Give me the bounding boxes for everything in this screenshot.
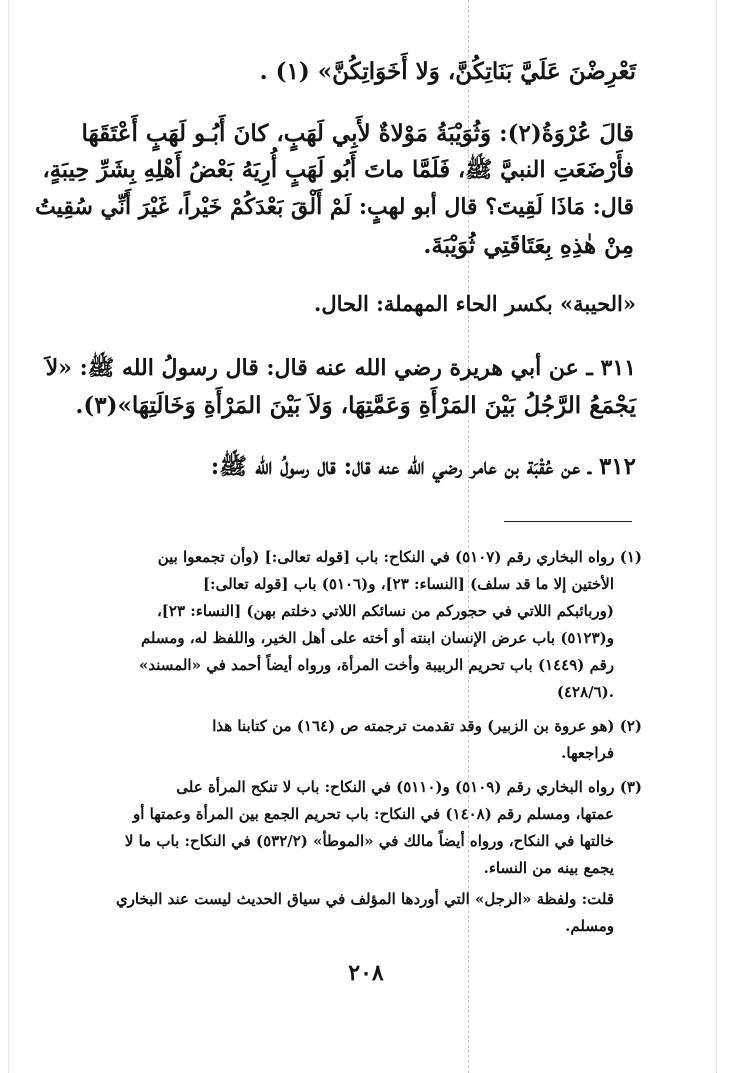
gloss-line: «الحيبة» بكسر الحاء المهملة: الحال.: [314, 291, 636, 316]
footnote-line: و(٥١٢٣) باب عرض الإنسان ابنته أو أخته على أهل الخير، واللفظ له، ومسلم: [140, 629, 614, 647]
footnote-line: فراجعها.: [561, 744, 614, 762]
footnote-line: (٣) رواه البخاري رقم (٥١٠٩) و(٥١١٠) في النكاح: باب لا تنكح المرأة على: [176, 778, 642, 796]
footnote-line: (٢) (هو عروة بن الزبير) وقد تقدمت ترجمته ص (١٦٤) من كتابنا هذا: [212, 717, 642, 735]
footnote-line: رقم (١٤٤٩) باب تحريم الربيبة وأخت المرأة، ورواه أيضاً أحمد في «المسند»: [139, 656, 614, 674]
main-text-line: مِنْ هٰذِهِ بِعَتَاقَتِي ثُوَيْبَةَ.: [423, 232, 634, 259]
main-text-line: قال: مَاذَا لَقِيتَ؟ قال أبو لهبٍ: لَمْ أَلْقَ بَعْدَكُمْ خَيْراً، غَيْرَ أَنِّي سُقِيتُ: [35, 194, 634, 220]
footnote-line: (٤٢٨/٦).: [556, 683, 614, 701]
hadith-line: ٣١٢ ـ عن عُقْبَة بن عامر رضي الله عنه قال: قال رسولُ الله ﷺ:: [210, 453, 636, 480]
footnote-line: (١) رواه البخاري رقم (٥١٠٧) في النكاح: باب [قوله تعالى:] (وأن تجمعوا بين: [157, 548, 642, 566]
main-text-line: فأَرْضَعَتِ النبيَّ ﷺ، فَلَمَّا ماتَ أَبُو لَهَبٍ أُرِيَهُ بَعْضُ أَهْلِهِ بِشَرِّ حِيبَةٍ،: [42, 157, 634, 183]
footnote-line: يجمع بينه من النساء.: [483, 859, 614, 877]
footnote-line: (وربائبكم اللاتي في حجوركم من نسائكم اللاتي دخلتم بهن) [النساء: ٢٣]،: [156, 602, 614, 620]
footnote-line: خالتها في النكاح، ورواه أيضاً مالك في «الموطأ» (٥٣٢/٢) في النكاح: باب ما لا: [124, 832, 614, 850]
main-text-line: قالَ عُرْوَةُ(٢): وَثُوَيْبَةُ مَوْلاةٌ لأَبِي لَهَبٍ، كانَ أَبُـو لَهَبٍ أَعْتَقَهَا: [81, 120, 634, 147]
footnote-line: الأختين إلا ما قد سلف) [النساء: ٢٣]، و(٥١٠٦) باب [قوله تعالى:]: [202, 575, 614, 593]
scan-edge-line: [8, 0, 9, 1073]
footnote-line: عمتها، ومسلم رقم (١٤٠٨) في النكاح: باب تحريم الجمع بين المرأة وعمتها أو: [133, 805, 614, 823]
footnote-note-line: ومسلم.: [565, 917, 614, 935]
footnote-separator: [504, 521, 632, 522]
main-text-line: تَعْرِضْنَ عَلَيَّ بَنَاتِكُنَّ، وَلا أَخَوَاتِكُنَّ» (١) .: [259, 58, 636, 85]
hadith-line: ٣١١ ـ عن أبي هريرة رضي الله عنه قال: قال رسولُ الله ﷺ: «لاَ: [45, 355, 636, 381]
scan-edge-line: [716, 0, 717, 1073]
hadith-line: يَجْمَعُ الرَّجُلُ بَيْنَ المَرْأَةِ وَعَمَّتِهَا، وَلاَ بَيْنَ المَرْأَةِ وَخَالَتِهَا»(٣).: [75, 392, 636, 419]
page-number: ٢٠٨: [348, 960, 384, 986]
footnote-note-line: قلت: ولفظة «الرجل» التي أوردها المؤلف في سياق الحديث ليست عند البخاري: [115, 890, 614, 908]
